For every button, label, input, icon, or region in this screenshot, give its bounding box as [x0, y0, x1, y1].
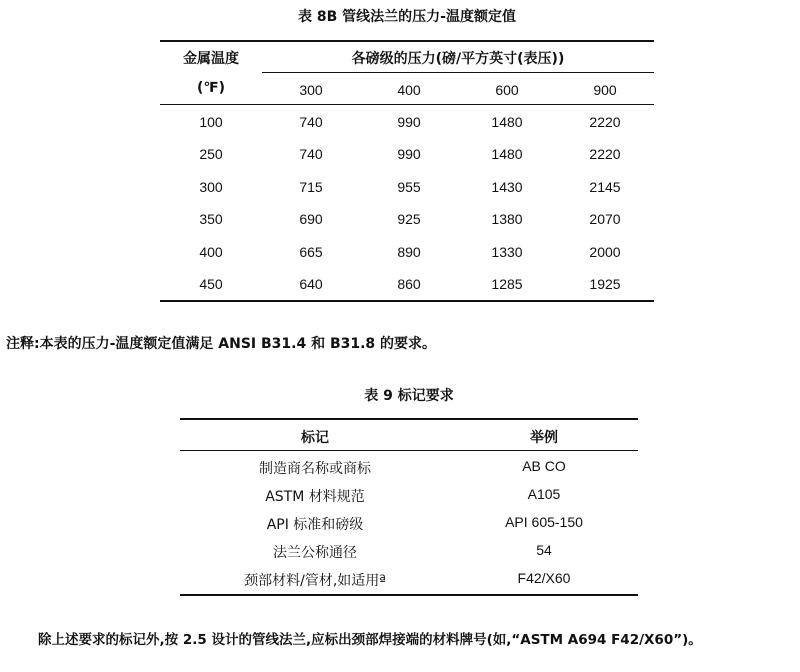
value-cell: 715 — [299, 179, 323, 195]
value-cell: 2220 — [589, 146, 621, 162]
value-cell: 890 — [397, 244, 421, 260]
class-header: 900 — [593, 82, 617, 98]
class-header: 600 — [495, 82, 519, 98]
value-cell: 2000 — [589, 244, 621, 260]
table9-header-mark: 标记 — [301, 430, 329, 446]
mark-cell: ASTM 材料规范 — [265, 489, 365, 505]
group-header: 各磅级的压力(磅/平方英寸(表压)) — [351, 51, 565, 67]
temp-cell: 450 — [199, 276, 223, 292]
table8b-header-rule — [160, 104, 654, 105]
value-cell: 665 — [299, 244, 323, 260]
value-cell: 860 — [397, 276, 421, 292]
table9-top-rule — [180, 418, 638, 420]
example-cell: API 605-150 — [505, 514, 583, 530]
value-cell: 1480 — [491, 146, 523, 162]
example-cell: A105 — [527, 486, 561, 502]
value-cell: 925 — [397, 211, 421, 227]
table9-title: 表 9 标记要求 — [364, 388, 454, 404]
mark-cell: 法兰公称通径 — [273, 545, 357, 561]
temp-cell: 100 — [199, 114, 223, 130]
value-cell: 690 — [299, 211, 323, 227]
value-cell: 640 — [299, 276, 323, 292]
table8b-top-rule — [160, 40, 654, 42]
mark-cell: API 标准和磅级 — [266, 517, 364, 533]
value-cell: 1430 — [491, 179, 523, 195]
temp-cell: 350 — [199, 211, 223, 227]
col0-header-line1: 金属温度 — [183, 51, 239, 67]
mark-cell: 颈部材料/管材,如适用ª — [244, 573, 386, 589]
group-header-rule — [262, 72, 654, 73]
mark-cell: 制造商名称或商标 — [259, 461, 371, 477]
value-cell: 990 — [397, 114, 421, 130]
value-cell: 1330 — [491, 244, 523, 260]
example-cell: AB CO — [522, 458, 566, 474]
value-cell: 1925 — [589, 276, 621, 292]
value-cell: 1480 — [491, 114, 523, 130]
class-header: 400 — [397, 82, 421, 98]
value-cell: 2220 — [589, 114, 621, 130]
table8b-bottom-rule — [160, 300, 654, 302]
value-cell: 2145 — [589, 179, 621, 195]
value-cell: 2070 — [589, 211, 621, 227]
table9-header-example: 举例 — [530, 430, 558, 446]
table9-header-rule — [180, 450, 638, 451]
example-cell: 54 — [536, 542, 552, 558]
temp-cell: 400 — [199, 244, 223, 260]
temp-cell: 300 — [199, 179, 223, 195]
value-cell: 955 — [397, 179, 421, 195]
table8b-title: 表 8B 管线法兰的压力-温度额定值 — [298, 9, 516, 25]
value-cell: 740 — [299, 146, 323, 162]
table8b-note: 注释:本表的压力-温度额定值满足 ANSI B31.4 和 B31.8 的要求。 — [6, 336, 437, 352]
example-cell: F42/X60 — [517, 570, 571, 586]
table9-bottom-rule — [180, 594, 638, 596]
class-header: 300 — [299, 82, 323, 98]
col0-header-line2: (℉) — [196, 80, 225, 96]
value-cell: 740 — [299, 114, 323, 130]
temp-cell: 250 — [199, 146, 223, 162]
footer-paragraph: 除上述要求的标记外,按 2.5 设计的管线法兰,应标出颈部焊接端的材料牌号(如,“ASTM A694 F42/X60”)。 — [38, 632, 702, 648]
value-cell: 1380 — [491, 211, 523, 227]
value-cell: 990 — [397, 146, 421, 162]
value-cell: 1285 — [491, 276, 523, 292]
